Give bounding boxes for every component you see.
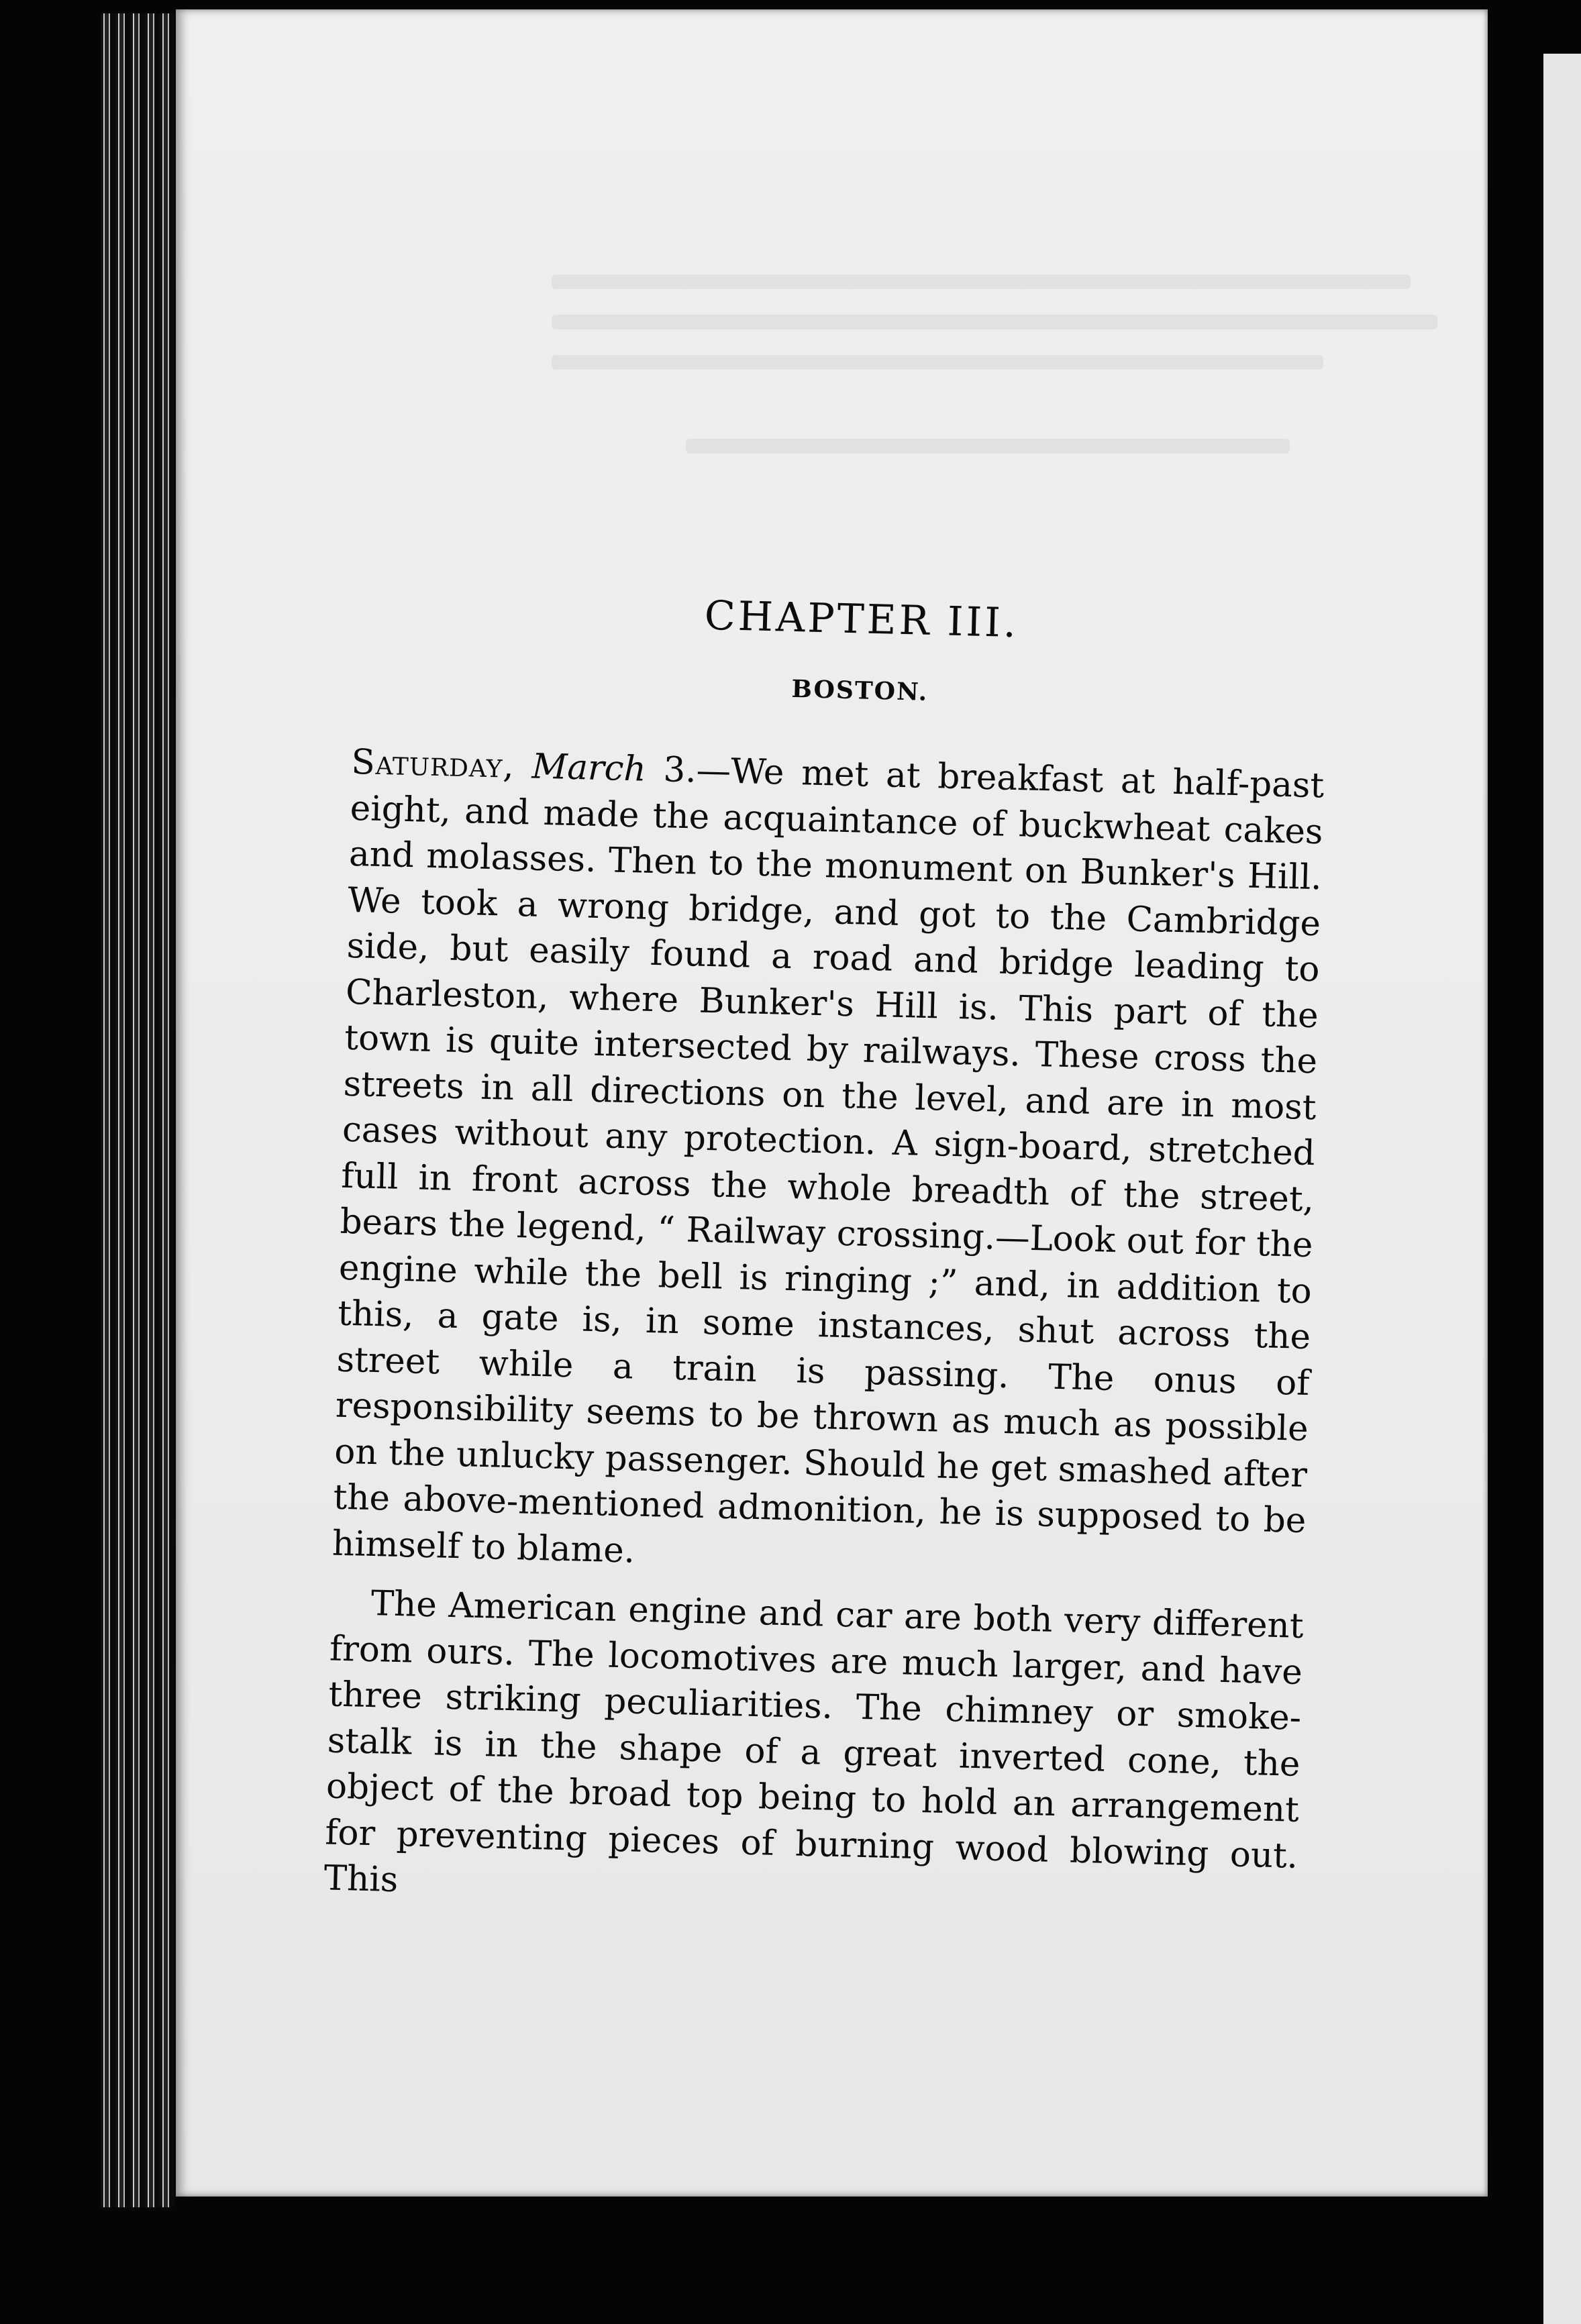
page-edges (101, 13, 174, 2207)
paragraph-1 (332, 739, 1325, 1590)
paragraph-1-body: 3.—We met at breakfast at half-past eight, and made the acquaintance of buckwheat cakes and molasses. Then to the monument on Bunker's Hill. We took a wrong bridge, and got to the Cambridge side, but easily found a road and bridge leading to Charleston, where Bunker's Hill is. This part of the town is quite intersected by railways. These cross the streets in all directions on the level, and are in most cases without any protection. A sign-board, stretched full in front across the whole breadth of the street, bears the legend, “ Railway crossing.—Look out for the engine while the bell is ringing ;” and, in addition to this, a gate is, in some instances, shut across the street while a train is passing. The onus of responsibility seems to be thrown as much as possible on the unlucky passenger. Should he get smashed after the above-mentioned admonition, he is supposed to be himself to blame. (332, 749, 1325, 1571)
page-text (323, 584, 1329, 1925)
entry-day: Saturday, (350, 741, 515, 786)
bleed-through-line (552, 274, 1411, 289)
entry-month: March (531, 746, 647, 790)
chapter-heading: CHAPTER III. (704, 592, 1019, 647)
section-heading: BOSTON. (790, 674, 929, 706)
paragraph-2: The American engine and car are both very different from ours. The locomotives are much larger, and have three striking peculiarities. The chimney or smoke-stalk is in the shape of a great inverted cone, the object of the broad top being to hold an arrangement for preventing pieces of burning wood blowing out. This (323, 1583, 1305, 1901)
bleed-through-line (552, 315, 1437, 329)
bleed-through-line (686, 439, 1290, 454)
bleed-through-line (552, 355, 1323, 370)
next-page-edge (1543, 54, 1581, 2324)
